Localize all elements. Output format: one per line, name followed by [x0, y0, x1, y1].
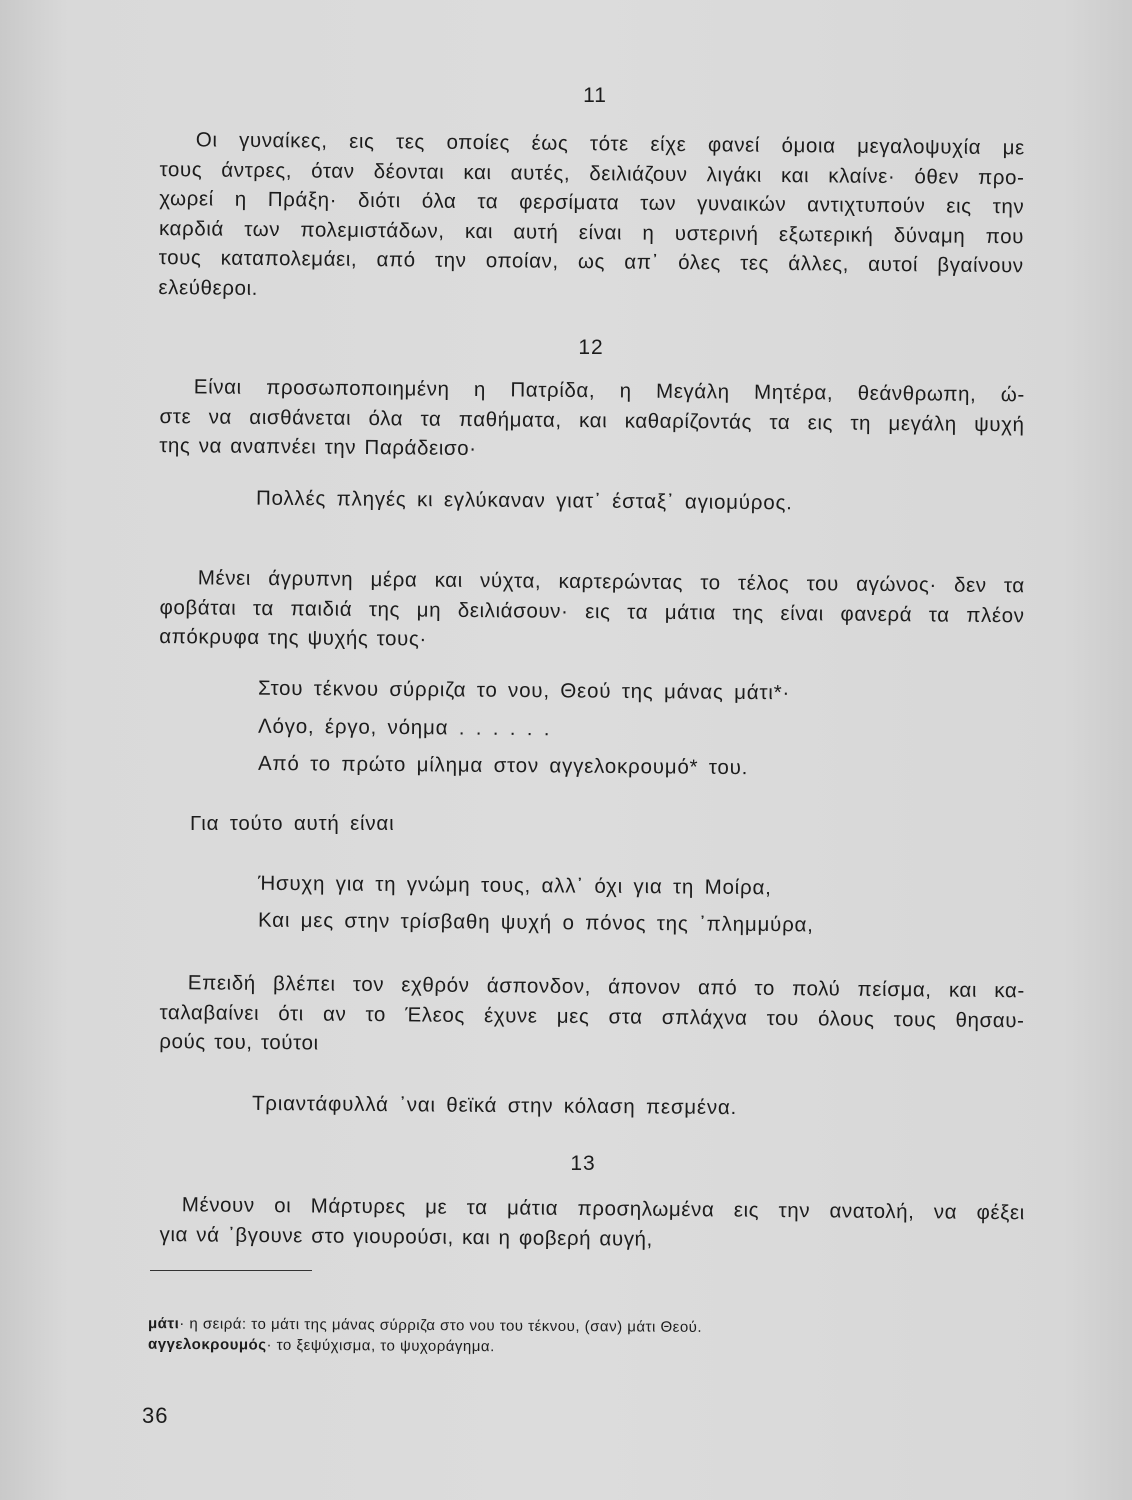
text-line: Μένουν οι Μάρτυρες με τα μάτια προσηλωμένα εις την ανατολή, να φέξει — [181, 1193, 1025, 1225]
text-line: στε να αισθάνεται όλα τα παθήματα, και καθαρίζοντάς τα εις τη μεγάλη ψυχή — [159, 404, 1025, 436]
verse-quote-3-line-1: Ήσυχη για τη γνώμη τους, αλλ᾿ όχι για τη Μοίρα, — [257, 871, 772, 900]
verse-quote-4: Τριαντάφυλλά ᾿ναι θεϊκά στην κόλαση πεσμένα. — [251, 1091, 738, 1120]
footnote-term: αγγελοκρουμός — [147, 1335, 267, 1354]
text-line: τους καταπολεμάει, από την οποίαν, ως απ᾿ όλες τες άλλες, αυτοί βγαίνουν — [158, 245, 1024, 278]
section-number-11: 11 — [583, 84, 607, 107]
page-number: 36 — [142, 1403, 169, 1428]
text-line: ταλαβαίνει ότι αν το Έλεος έχυνε μες στα σπλάχνα του όλους τους θησαυ- — [159, 1000, 1025, 1032]
section-12-paragraph-3: Για τούτο αυτή είναι — [190, 812, 395, 835]
text-line: Μένει άγρυπνη μέρα και νύχτα, καρτερώντας το τέλος του αγώνος· δεν τα — [197, 566, 1025, 598]
text-line: τους άντρες, όταν δέονται και αυτές, δειλιάζουν λιγάκι και κλαίνε· όθεν προ- — [159, 157, 1025, 189]
footnote-text: · το ξεψύχισμα, το ψυχοράγημα. — [266, 1336, 495, 1356]
verse-quote-2-line-2: Λόγο, έργο, νόημα . . . . . . — [257, 714, 551, 741]
text-line: για νά ᾿βγουνε στο γιουρούσι, και η φοβερή αυγή, — [159, 1222, 654, 1251]
text-line: Επειδή βλέπει τον εχθρόν άσπονδον, άπονον από το πολύ πείσμα, και κα- — [187, 971, 1025, 1003]
section-11-paragraph — [158, 125, 1025, 310]
verse-quote-2-line-1: Στου τέκνου σύρριζα το νου, Θεού της μάνας μάτι*· — [257, 676, 791, 705]
verse-quote-2-line-3: Από το πρώτο μίλημα στον αγγελοκρουμό* του. — [257, 751, 749, 780]
footnote-divider — [150, 1270, 312, 1271]
text-line: χωρεί η Πράξη· διότι όλα τα φερσίματα των γυναικών αντιχτυπούν εις την — [159, 186, 1025, 219]
footnote-text: · η σειρά: το μάτι της μάνας σύρριζα στο νου του τέκνου, (σαν) μάτι Θεού. — [179, 1315, 703, 1336]
verse-quote-1: Πολλές πληγές κι εγλύκαναν γιατ᾿ έσταξ᾿ αγιομύρος. — [255, 486, 793, 515]
section-number-13: 13 — [570, 1152, 596, 1175]
text-line: φοβάται τα παιδιά της μη δειλιάσουν· εις τα μάτια της είναι φανερά τα πλέον — [159, 595, 1025, 627]
text-line: Είναι προσωποποιημένη η Πατρίδα, η Μεγάλη Μητέρα, θεάνθρωπη, ώ- — [193, 375, 1025, 407]
text-line: ρούς του, τούτοι — [159, 1029, 319, 1055]
section-12-paragraph-1 — [159, 372, 1025, 469]
text-line: καρδιά των πολεμιστάδων, και αυτή είναι η υστερινή εξωτερική δύναμη που — [158, 216, 1025, 248]
text-line: Οι γυναίκες, εις τες οποίες έως τότε είχε φανεί όμοια μεγαλοψυχία με — [195, 128, 1025, 160]
verse-quote-3-line-2: Και μες στην τρίσβαθη ψυχή ο πόνος της ᾿πλημμύρα, — [257, 908, 814, 937]
text-line: της να αναπνέει την Παράδεισο· — [159, 433, 477, 461]
section-number-12: 12 — [578, 336, 604, 359]
footnote-1 — [148, 1315, 702, 1336]
text-line: ελεύθεροι. — [158, 275, 259, 300]
section-12-paragraph-4 — [159, 968, 1025, 1065]
section-13-paragraph — [159, 1190, 1025, 1257]
footnote-2 — [148, 1336, 495, 1355]
text-line: απόκρυφα της ψυχής τους· — [159, 624, 427, 651]
section-12-paragraph-2 — [159, 563, 1025, 660]
footnote-term: μάτι — [147, 1315, 180, 1333]
